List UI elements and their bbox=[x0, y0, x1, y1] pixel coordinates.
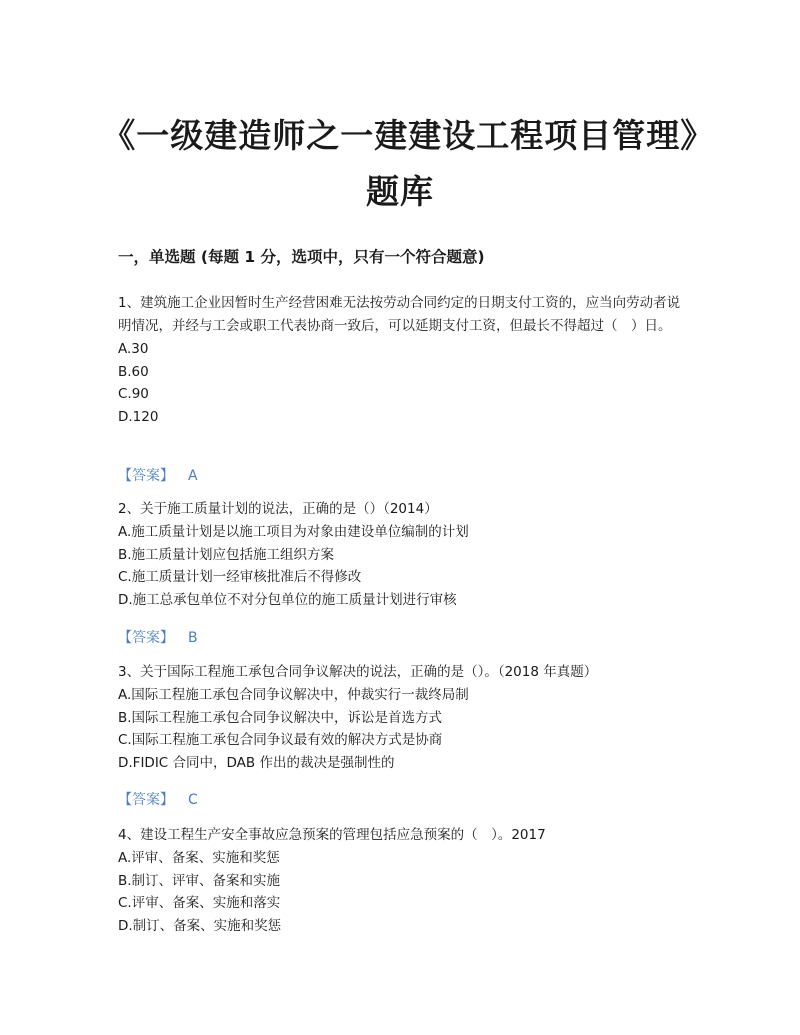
option-b: B.国际工程施工承包合同争议解决中，诉讼是首选方式 bbox=[118, 709, 443, 726]
option-c: C.评审、备案、实施和落实 bbox=[118, 895, 281, 912]
answer-label: 【答案】 bbox=[118, 468, 174, 484]
option-c: C.90 bbox=[118, 386, 149, 403]
option-d: D.施工总承包单位不对分包单位的施工质量计划进行审核 bbox=[118, 591, 457, 608]
option-c: C.国际工程施工承包合同争议最有效的解决方式是协商 bbox=[118, 732, 443, 749]
answer-value: C bbox=[188, 792, 198, 808]
option-d: D.120 bbox=[118, 408, 159, 425]
question-stem: 2、关于施工质量计划的说法，正确的是（）（2014） bbox=[118, 501, 438, 517]
question-1 bbox=[118, 292, 686, 428]
option-a: A.30 bbox=[118, 341, 149, 357]
question-4 bbox=[118, 824, 686, 937]
option-list bbox=[118, 847, 686, 937]
answer-2 bbox=[118, 627, 198, 649]
option-a: A.施工质量计划是以施工项目为对象由建设单位编制的计划 bbox=[118, 524, 469, 540]
answer-value: B bbox=[188, 630, 198, 646]
question-stem: 3、关于国际工程施工承包合同争议解决的说法，正确的是（）。（2018 年真题） bbox=[118, 664, 598, 680]
option-d: D.制订、备案、实施和奖惩 bbox=[118, 917, 282, 934]
answer-3 bbox=[118, 789, 198, 811]
question-stem: 4、建设工程生产安全事故应急预案的管理包括应急预案的（ ）。2017 bbox=[118, 827, 546, 843]
option-b: B.制订、评审、备案和实施 bbox=[118, 872, 281, 889]
section-heading: 一，单选题 (每题 1 分，选项中，只有一个符合题意) bbox=[118, 248, 485, 266]
answer-value: A bbox=[188, 468, 198, 484]
option-b: B.60 bbox=[118, 363, 149, 380]
question-3 bbox=[118, 661, 686, 774]
option-list bbox=[118, 521, 686, 611]
document-title: 《一级建造师之一建建设工程项目管理》题库 bbox=[102, 116, 698, 211]
option-a: A.国际工程施工承包合同争议解决中，仲裁实行一裁终局制 bbox=[118, 687, 469, 703]
answer-1 bbox=[118, 465, 198, 487]
option-list bbox=[118, 684, 686, 774]
answer-label: 【答案】 bbox=[118, 630, 174, 646]
question-stem: 1、建筑施工企业因暂时生产经营困难无法按劳动合同约定的日期支付工资的，应当向劳动者说明情况，并经与工会或职工代表协商一致后，可以延期支付工资，但最长不得超过（ ）日。 bbox=[118, 295, 681, 334]
option-c: C.施工质量计划一经审核批准后不得修改 bbox=[118, 569, 362, 586]
option-a: A.评审、备案、实施和奖惩 bbox=[118, 850, 280, 866]
answer-label: 【答案】 bbox=[118, 792, 174, 808]
option-b: B.施工质量计划应包括施工组织方案 bbox=[118, 546, 335, 563]
option-d: D.FIDIC 合同中，DAB 作出的裁决是强制性的 bbox=[118, 754, 395, 771]
question-2 bbox=[118, 498, 686, 611]
option-list bbox=[118, 338, 686, 428]
